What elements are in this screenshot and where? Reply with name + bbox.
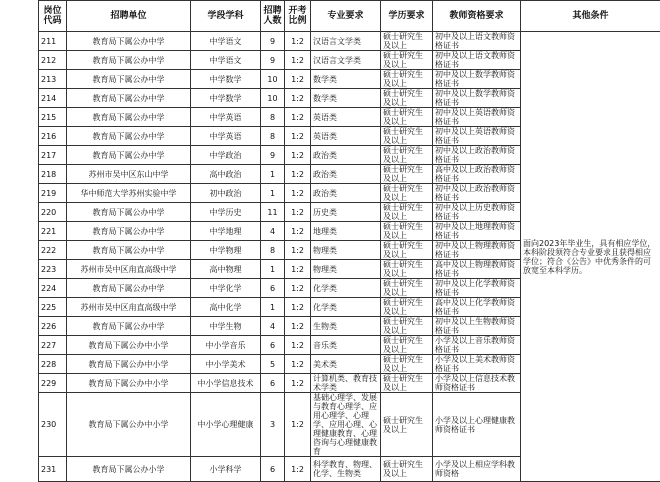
cell-count: 9 [261, 51, 285, 70]
cell-count: 6 [261, 457, 285, 482]
cell-count: 5 [261, 355, 285, 374]
cell-qual: 小学及以上相应学科教师资格 [433, 457, 521, 482]
cell-major: 科学教育、物理、化学、生物类 [311, 457, 381, 482]
cell-unit: 苏州市吴中区甪直高级中学 [67, 298, 191, 317]
cell-edu: 硕士研究生及以上 [381, 184, 433, 203]
cell-subject: 中学历史 [191, 203, 261, 222]
cell-ratio: 1:2 [285, 165, 311, 184]
cell-major: 汉语言文学类 [311, 32, 381, 51]
cell-edu: 硕士研究生及以上 [381, 298, 433, 317]
cell-qual: 小学及以上心理健康教师资格证书 [433, 393, 521, 457]
cell-count: 1 [261, 298, 285, 317]
cell-unit: 教育局下属公办中学 [67, 127, 191, 146]
cell-ratio: 1:2 [285, 279, 311, 298]
cell-count: 10 [261, 70, 285, 89]
cell-code: 220 [39, 203, 67, 222]
cell-code: 213 [39, 70, 67, 89]
cell-major: 化学类 [311, 279, 381, 298]
cell-unit: 教育局下属公办中学 [67, 279, 191, 298]
cell-major: 政治类 [311, 165, 381, 184]
cell-code: 228 [39, 355, 67, 374]
cell-ratio: 1:2 [285, 32, 311, 51]
cell-edu: 硕士研究生及以上 [381, 374, 433, 393]
header-other: 其他条件 [521, 1, 660, 32]
cell-count: 4 [261, 317, 285, 336]
cell-code: 215 [39, 108, 67, 127]
cell-subject: 中学化学 [191, 279, 261, 298]
cell-ratio: 1:2 [285, 393, 311, 457]
cell-edu: 硕士研究生及以上 [381, 355, 433, 374]
cell-qual: 初中及以上英语教师资格证书 [433, 127, 521, 146]
cell-ratio: 1:2 [285, 127, 311, 146]
cell-major: 地理类 [311, 222, 381, 241]
cell-edu: 硕士研究生及以上 [381, 203, 433, 222]
cell-unit: 教育局下属公办中小学 [67, 393, 191, 457]
cell-major: 政治类 [311, 146, 381, 165]
cell-major: 政治类 [311, 184, 381, 203]
cell-count: 10 [261, 89, 285, 108]
header-edu: 学历要求 [381, 1, 433, 32]
cell-edu: 硕士研究生及以上 [381, 108, 433, 127]
cell-code: 231 [39, 457, 67, 482]
cell-code: 229 [39, 374, 67, 393]
cell-major: 音乐类 [311, 336, 381, 355]
cell-count: 1 [261, 165, 285, 184]
cell-qual: 小学及以上音乐教师资格证书 [433, 336, 521, 355]
cell-ratio: 1:2 [285, 374, 311, 393]
cell-code: 227 [39, 336, 67, 355]
cell-count: 1 [261, 184, 285, 203]
cell-subject: 中小学音乐 [191, 336, 261, 355]
cell-subject: 中学数学 [191, 89, 261, 108]
cell-qual: 初中及以上数学教师资格证书 [433, 70, 521, 89]
cell-unit: 教育局下属公办中学 [67, 89, 191, 108]
cell-count: 8 [261, 127, 285, 146]
cell-count: 6 [261, 374, 285, 393]
cell-subject: 中小学美术 [191, 355, 261, 374]
recruitment-table [38, 0, 660, 482]
cell-count: 8 [261, 108, 285, 127]
cell-count: 9 [261, 146, 285, 165]
cell-major: 数学类 [311, 70, 381, 89]
cell-code: 212 [39, 51, 67, 70]
cell-code: 214 [39, 89, 67, 108]
cell-subject: 中小学信息技术 [191, 374, 261, 393]
cell-edu: 硕士研究生及以上 [381, 222, 433, 241]
cell-major: 物理类 [311, 260, 381, 279]
cell-unit: 教育局下属公办中学 [67, 241, 191, 260]
cell-code: 218 [39, 165, 67, 184]
cell-unit: 教育局下属公办中小学 [67, 374, 191, 393]
cell-ratio: 1:2 [285, 146, 311, 165]
cell-subject: 高中政治 [191, 165, 261, 184]
cell-major: 英语类 [311, 108, 381, 127]
cell-qual: 初中及以上数学教师资格证书 [433, 89, 521, 108]
cell-subject: 中学语文 [191, 32, 261, 51]
cell-code: 217 [39, 146, 67, 165]
cell-qual: 初中及以上语文教师资格证书 [433, 32, 521, 51]
cell-unit: 教育局下属公办中学 [67, 222, 191, 241]
cell-edu: 硕士研究生及以上 [381, 393, 433, 457]
cell-code: 224 [39, 279, 67, 298]
cell-unit: 教育局下属公办中小学 [67, 355, 191, 374]
cell-count: 4 [261, 222, 285, 241]
cell-subject: 初中政治 [191, 184, 261, 203]
cell-edu: 硕士研究生及以上 [381, 279, 433, 298]
cell-edu: 硕士研究生及以上 [381, 32, 433, 51]
cell-code: 223 [39, 260, 67, 279]
cell-edu: 硕士研究生及以上 [381, 51, 433, 70]
cell-unit: 教育局下属公办中学 [67, 317, 191, 336]
cell-code: 226 [39, 317, 67, 336]
cell-count: 6 [261, 279, 285, 298]
cell-ratio: 1:2 [285, 184, 311, 203]
cell-qual: 初中及以上历史教师资格证书 [433, 203, 521, 222]
cell-subject: 中学数学 [191, 70, 261, 89]
cell-count: 9 [261, 32, 285, 51]
cell-major: 物理类 [311, 241, 381, 260]
cell-edu: 硕士研究生及以上 [381, 127, 433, 146]
cell-unit: 教育局下属公办中小学 [67, 336, 191, 355]
header-qual: 教师资格要求 [433, 1, 521, 32]
cell-ratio: 1:2 [285, 89, 311, 108]
cell-subject: 中学地理 [191, 222, 261, 241]
cell-code: 219 [39, 184, 67, 203]
cell-unit: 教育局下属公办中学 [67, 146, 191, 165]
cell-ratio: 1:2 [285, 298, 311, 317]
cell-qual: 初中及以上政治教师资格证书 [433, 146, 521, 165]
cell-edu: 硕士研究生及以上 [381, 317, 433, 336]
cell-unit: 苏州市吴中区东山中学 [67, 165, 191, 184]
cell-edu: 硕士研究生及以上 [381, 241, 433, 260]
cell-qual: 高中及以上物理教师资格证书 [433, 260, 521, 279]
cell-unit: 教育局下属公办中学 [67, 203, 191, 222]
cell-major: 基础心理学、发展与教育心理学、应用心理学、心理学、应用心理、心理健康教育、心理咨询与心理健康教育 [311, 393, 381, 457]
cell-code: 211 [39, 32, 67, 51]
cell-qual: 高中及以上化学教师资格证书 [433, 298, 521, 317]
cell-unit: 教育局下属公办中学 [67, 108, 191, 127]
cell-qual: 小学及以上信息技术教师资格证书 [433, 374, 521, 393]
cell-major: 数学类 [311, 89, 381, 108]
cell-edu: 硕士研究生及以上 [381, 89, 433, 108]
cell-code: 222 [39, 241, 67, 260]
cell-ratio: 1:2 [285, 108, 311, 127]
cell-unit: 教育局下属公办小学 [67, 457, 191, 482]
cell-count: 3 [261, 393, 285, 457]
cell-qual: 初中及以上物理教师资格证书 [433, 241, 521, 260]
cell-code: 225 [39, 298, 67, 317]
cell-ratio: 1:2 [285, 317, 311, 336]
cell-major: 历史类 [311, 203, 381, 222]
cell-qual: 初中及以上政治教师资格证书 [433, 184, 521, 203]
cell-qual: 初中及以上英语教师资格证书 [433, 108, 521, 127]
cell-ratio: 1:2 [285, 260, 311, 279]
cell-edu: 硕士研究生及以上 [381, 165, 433, 184]
table-body [39, 32, 660, 482]
cell-unit: 教育局下属公办中学 [67, 70, 191, 89]
table-row [39, 32, 660, 51]
cell-qual: 初中及以上化学教师资格证书 [433, 279, 521, 298]
cell-count: 8 [261, 241, 285, 260]
cell-ratio: 1:2 [285, 203, 311, 222]
cell-qual: 初中及以上生物教师资格证书 [433, 317, 521, 336]
cell-edu: 硕士研究生及以上 [381, 70, 433, 89]
table-header-row [39, 1, 660, 32]
cell-unit: 华中师范大学苏州实验中学 [67, 184, 191, 203]
cell-ratio: 1:2 [285, 51, 311, 70]
cell-ratio: 1:2 [285, 222, 311, 241]
cell-major: 美术类 [311, 355, 381, 374]
cell-subject: 中学语文 [191, 51, 261, 70]
header-count: 招聘人数 [261, 1, 285, 32]
cell-major: 计算机类、教育技术学类 [311, 374, 381, 393]
header-major: 专业要求 [311, 1, 381, 32]
cell-qual: 初中及以上地理教师资格证书 [433, 222, 521, 241]
cell-unit: 苏州市吴中区甪直高级中学 [67, 260, 191, 279]
cell-ratio: 1:2 [285, 336, 311, 355]
header-subject: 学段学科 [191, 1, 261, 32]
cell-unit: 教育局下属公办中学 [67, 51, 191, 70]
cell-edu: 硕士研究生及以上 [381, 457, 433, 482]
cell-major: 汉语言文学类 [311, 51, 381, 70]
cell-subject: 中学生物 [191, 317, 261, 336]
cell-count: 1 [261, 260, 285, 279]
cell-subject: 中学英语 [191, 108, 261, 127]
cell-qual: 高中及以上政治教师资格证书 [433, 165, 521, 184]
cell-major: 生物类 [311, 317, 381, 336]
cell-count: 6 [261, 336, 285, 355]
cell-code: 221 [39, 222, 67, 241]
cell-subject: 中小学心理健康 [191, 393, 261, 457]
cell-code: 216 [39, 127, 67, 146]
cell-subject: 中学英语 [191, 127, 261, 146]
cell-qual: 小学及以上美术教师资格证书 [433, 355, 521, 374]
cell-major: 英语类 [311, 127, 381, 146]
cell-edu: 硕士研究生及以上 [381, 146, 433, 165]
cell-count: 11 [261, 203, 285, 222]
cell-edu: 硕士研究生及以上 [381, 336, 433, 355]
header-ratio: 开考比例 [285, 1, 311, 32]
cell-subject: 高中化学 [191, 298, 261, 317]
cell-subject: 小学科学 [191, 457, 261, 482]
cell-ratio: 1:2 [285, 457, 311, 482]
header-code: 岗位代码 [39, 1, 67, 32]
cell-unit: 教育局下属公办中学 [67, 32, 191, 51]
cell-qual: 初中及以上语文教师资格证书 [433, 51, 521, 70]
cell-subject: 中学政治 [191, 146, 261, 165]
cell-code: 230 [39, 393, 67, 457]
cell-subject: 中学物理 [191, 241, 261, 260]
cell-other-conditions: 面向2023年毕业生，具有相应学位，本科阶段须符合专业要求且获得相应学位；符合《公告》中优秀条件的可放宽至本科学历。 [521, 32, 660, 482]
cell-ratio: 1:2 [285, 241, 311, 260]
cell-ratio: 1:2 [285, 70, 311, 89]
cell-subject: 高中物理 [191, 260, 261, 279]
cell-ratio: 1:2 [285, 355, 311, 374]
cell-edu: 硕士研究生及以上 [381, 260, 433, 279]
cell-major: 化学类 [311, 298, 381, 317]
header-unit: 招聘单位 [67, 1, 191, 32]
